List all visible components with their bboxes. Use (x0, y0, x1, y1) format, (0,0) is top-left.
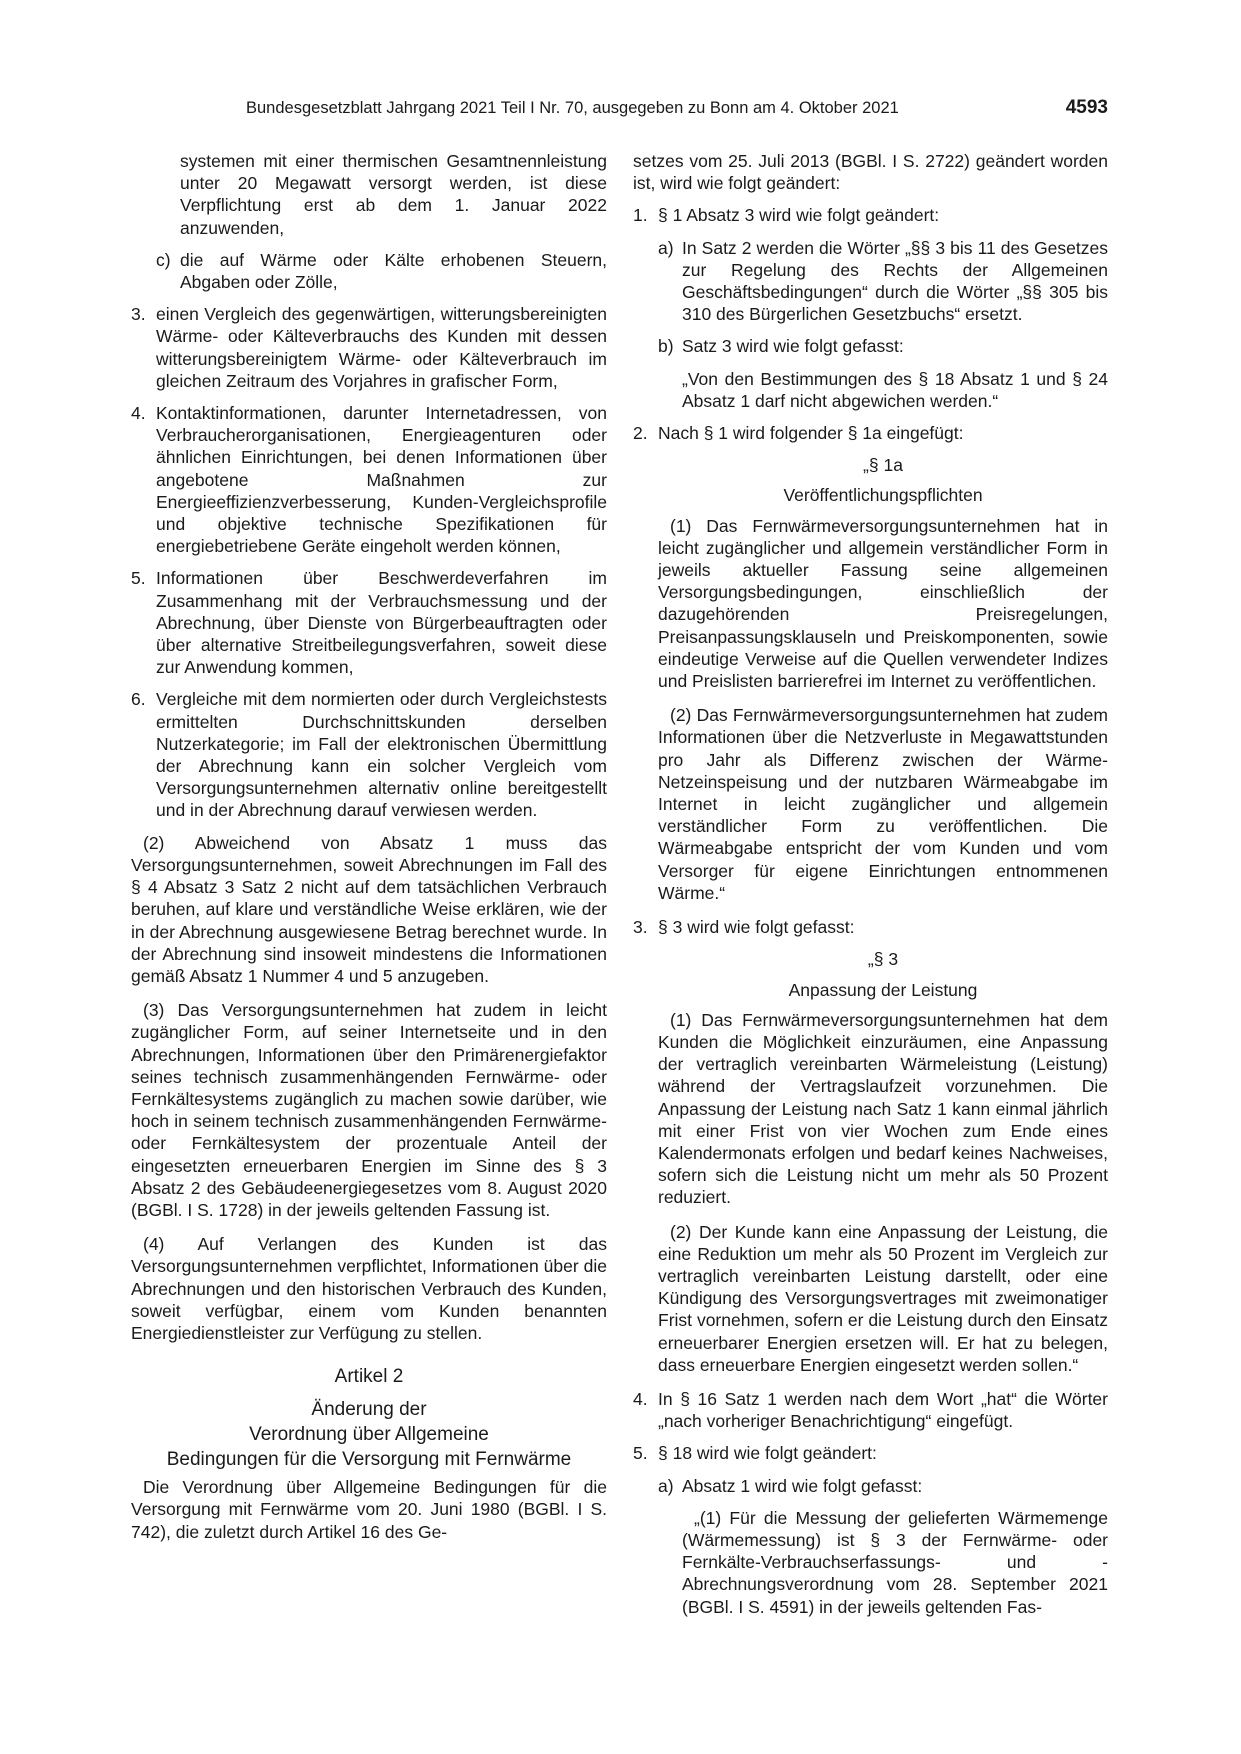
section-label: „§ 1a (863, 455, 903, 476)
list-number: 4. (633, 1388, 648, 1409)
section-paragraph: (1) Das Fernwärmeversorgungsunternehmen hat dem Kunden die Möglichkeit einzuräumen, eine Anpassung der vertraglich vereinbarten Wärmeleistung (Leistung) während der Vertragslaufzeit vorzunehmen. Die Anpassung der Leistung nach Satz 1 kann einmal jährlich mit einer Frist von vier Wochen zum Ende eines Kalendermonats erfolgen und bedarf keines Nachweises, sofern sich die Leistung nicht um mehr als 50 Prozent reduziert. (658, 1009, 1108, 1208)
paragraph-4: (4) Auf Verlangen des Kunden ist das Versorgungsunternehmen verpflichtet, Informationen über die Abrechnungen und den historischen Verbrauch des Kunden, soweit verfügbar, einem vom Kunden benannten Energiedienstleister zur Verfügung zu stellen. (131, 1234, 607, 1343)
continued-text: systemen mit einer thermischen Gesamtnennleistung unter 20 Megawatt versorgt werden, ist diese Verpflichtung erst ab dem 1. Januar 2022 anzuwenden, (180, 151, 607, 238)
list-text: einen Vergleich des gegenwärtigen, witterungsbereinigten Wärme- oder Kälteverbrauchs des Kunden mit dessen witterungsbereinigtem Wärme- oder Kälteverbrauch im gleichen Zeitraum des Vorjahres in grafischer Form, (156, 304, 607, 391)
section-label: „§ 3 (867, 949, 899, 970)
amendment-item-1a (658, 237, 1108, 326)
page-number: 4593 (1065, 97, 1108, 118)
list-number: 3. (633, 917, 648, 938)
list-number: 6. (131, 689, 146, 710)
article-intro-continued: setzes vom 25. Juli 2013 (BGBl. I S. 2722) geändert worden ist, wird wie folgt geändert: (633, 151, 1108, 194)
list-number: 2. (633, 423, 648, 444)
list-number: 4. (131, 403, 146, 424)
list-text: Nach § 1 wird folgender § 1a eingefügt: (658, 423, 964, 444)
left-column (131, 150, 607, 1555)
list-item-3 (131, 303, 607, 392)
list-text: In Satz 2 werden die Wörter „§§ 3 bis 11 des Gesetzes zur Regelung des Rechts der Allgemeinen Geschäftsbedingungen“ durch die Wörter „§§ 305 bis 310 des Bürgerlichen Gesetzbuchs“ ersetzt. (682, 237, 1108, 325)
section-heading: Anpassung der Leistung (788, 979, 978, 1000)
quoted-text: „Von den Bestimmungen des § 18 Absatz 1 und § 24 Absatz 1 darf nicht abgewichen werden.“ (682, 368, 1108, 411)
amendment-item-4 (633, 1388, 1108, 1432)
quoted-text: „(1) Für die Messung der gelieferten Wärmemenge (Wärmemessung) ist § 3 der Fernwärme- oder Fernkälte-Verbrauchserfassungs- und -Abrechnungsverordnung vom 28. September 2021 (BGBl. I S. 4591) in der jeweils geltenden Fas- (682, 1507, 1108, 1617)
list-item-4 (131, 402, 607, 557)
gazette-header-title: Bundesgesetzblatt Jahrgang 2021 Teil I Nr. 70, ausgegeben zu Bonn am 4. Oktober 2021 (246, 99, 899, 117)
list-number: 5. (131, 568, 146, 589)
amendment-item-5a (658, 1475, 1108, 1497)
list-number: 3. (131, 304, 146, 325)
list-text: § 18 wird wie folgt geändert: (658, 1443, 877, 1464)
section-paragraph: (1) Das Fernwärmeversorgungsunternehmen hat in leicht zugänglicher und allgemein verständlicher Form in jeweils aktueller Fassung seine allgemeinen Versorgungsbedingungen, einschließlich der dazugehörenden Preisregelungen, Preisanpassungsklauseln und Preiskomponenten, sowie eindeutige Verweise auf die Quellen verwendeter Indizes und Preislisten barrierefrei im Internet zu veröffentlichen. (658, 515, 1108, 692)
list-text: Informationen über Beschwerdeverfahren im Zusammenhang mit der Verbrauchsmessung und der Abrechnung, über Dienste von Bürgerbeauftragten oder über alternative Streitbeilegungsverfahren, soweit diese zur Anwendung kommen, (156, 568, 607, 678)
list-text: die auf Wärme oder Kälte erhobenen Steuern, Abgaben oder Zölle, (180, 249, 607, 293)
list-label: b) (658, 336, 674, 357)
list-item-c (156, 249, 607, 293)
list-item-5 (131, 567, 607, 678)
list-number: 1. (633, 205, 648, 226)
list-text: Kontaktinformationen, darunter Internetadressen, von Verbraucherorganisationen, Energieagenturen oder ähnlichen Einrichtungen, bei denen Informationen über angebotene Maßnahmen zur Energieeffizienzverbesserung, Kunden-Vergleichsprofile und objektive technische Spezifikationen für energiebetriebene Geräte eingeholt werden können, (156, 403, 607, 557)
list-label: c) (156, 249, 171, 270)
list-text: In § 16 Satz 1 werden nach dem Wort „hat“ die Wörter „nach vorheriger Benachrichtigung“ eingefügt. (658, 1388, 1108, 1432)
list-number: 5. (633, 1443, 648, 1464)
paragraph-2: (2) Abweichend von Absatz 1 muss das Versorgungsunternehmen, soweit Abrechnungen im Fall des § 4 Absatz 3 Satz 2 nicht auf dem tatsächlichen Verbrauch beruhen, auf klare und verständliche Weise erklären, wie der in der Abrechnung ausgewiesene Betrag berechnet wurde. In der Abrechnung sind insoweit mindestens die Informationen gemäß Absatz 1 Nummer 4 und 5 anzugeben. (131, 832, 607, 986)
list-label: a) (658, 1475, 674, 1496)
list-text: Vergleiche mit dem normierten oder durch Vergleichstests ermittelten Durchschnittskunden derselben Nutzerkategorie; im Fall der elektronischen Übermittlung der Abrechnung kann ein solcher Vergleich vom Versorgungsunternehmen alternativ online bereitgestellt und in der Abrechnung darauf verwiesen werden. (156, 689, 607, 821)
amendment-item-1 (633, 204, 1108, 226)
section-paragraph: (2) Der Kunde kann eine Anpassung der Leistung, die eine Reduktion um mehr als 50 Prozent im Vergleich zur vertraglich vereinbarten Leistung darstellt, oder eine Kündigung des Versorgungsvertrages mit zweimonatiger Frist vornehmen, sofern er die Leistung durch den Einsatz erneuerbarer Energien ersetzen will. Er hat zu belegen, dass erneuerbare Energien eingesetzt werden sollen.“ (658, 1221, 1108, 1375)
amendment-item-2 (633, 422, 1108, 444)
article-heading (131, 1397, 607, 1472)
amendment-item-5 (633, 1442, 1108, 1464)
list-text: Satz 3 wird wie folgt gefasst: (682, 336, 904, 357)
list-item-6 (131, 688, 607, 821)
paragraph-3: (3) Das Versorgungsunternehmen hat zudem in leicht zugänglicher Form, auf seiner Internetseite und in den Abrechnungen, Informationen über den Primärenergiefaktor seines technisch zusammenhängenden Fernwärme- oder Fernkältesystems zugänglich zu machen sowie darüber, wie hoch in seinem technisch zusammenhängenden Fernwärme- oder Fernkältesystem der prozentuale Anteil der eingesetzten erneuerbaren Energien im Sinne des § 3 Absatz 2 des Gebäudeenergiegesetzes vom 8. August 2020 (BGBl. I S. 1728) in der jeweils geltenden Fassung ist. (131, 1000, 607, 1220)
section-paragraph: (2) Das Fernwärmeversorgungsunternehmen hat zudem Informationen über die Netzverluste in Megawattstunden pro Jahr als Differenz zwischen der Wärme-Netzeinspeisung und der nutzbaren Wärmeabgabe im Internet in leicht zugänglicher und allgemein verständlicher Form zu veröffentlichen. Die Wärmeabgabe entspricht der vom Kunden und vom Versorger für eigene Einrichtungen entnommenen Wärme.“ (658, 705, 1108, 903)
list-text: Absatz 1 wird wie folgt gefasst: (682, 1475, 923, 1496)
list-text: § 3 wird wie folgt gefasst: (658, 917, 855, 938)
amendment-item-3 (633, 916, 1108, 938)
article-title: Artikel 2 (334, 1366, 404, 1388)
amendment-item-1b (658, 335, 1108, 357)
article-heading-line: Verordnung über Allgemeine (249, 1424, 489, 1446)
section-heading: Veröffentlichungspflichten (783, 485, 983, 506)
list-label: a) (658, 237, 674, 258)
article-heading-line: Bedingungen für die Versorgung mit Fernwärme (166, 1449, 572, 1471)
list-text: § 1 Absatz 3 wird wie folgt geändert: (658, 205, 940, 226)
page-header (246, 99, 1108, 125)
article-intro: Die Verordnung über Allgemeine Bedingungen für die Versorgung mit Fernwärme vom 20. Juni 1980 (BGBl. I S. 742), die zuletzt durch Artikel 16 des Ge- (131, 1477, 607, 1542)
right-column (633, 150, 1108, 1630)
article-heading-line: Änderung der (311, 1399, 427, 1421)
